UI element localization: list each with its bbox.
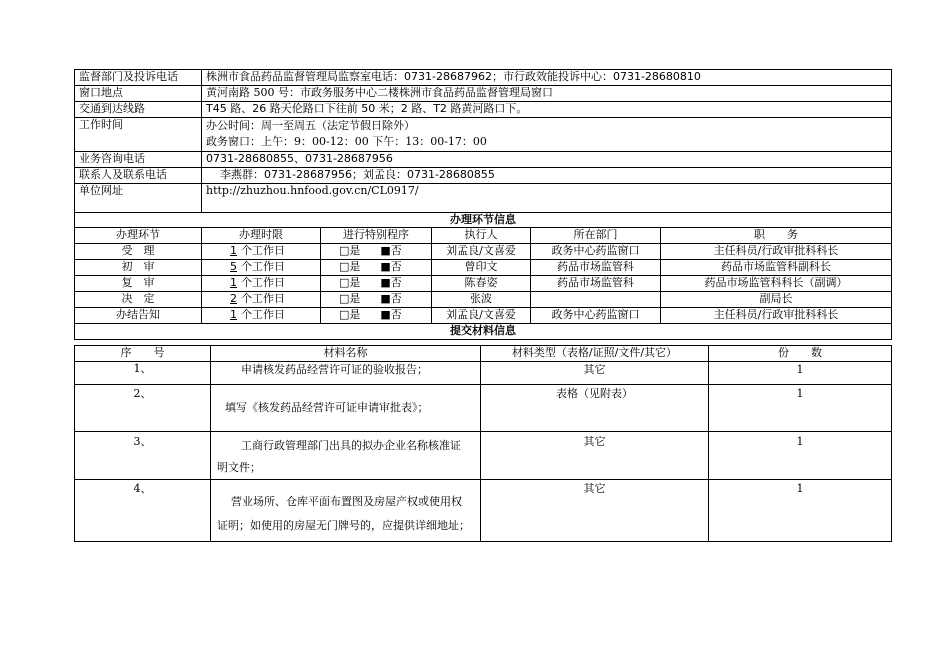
process-header: 进行特别程序 xyxy=(321,228,432,244)
special-procedure xyxy=(321,260,432,276)
process-days xyxy=(202,276,321,292)
process-step: 复 审 xyxy=(75,276,202,292)
process-row xyxy=(75,244,892,260)
info-label: 窗口地点 xyxy=(75,86,202,102)
service-info-table xyxy=(74,69,892,340)
info-row-window-location xyxy=(75,86,892,102)
material-no: 3、 xyxy=(75,432,211,480)
no-checkbox: ■否 xyxy=(380,308,402,321)
material-name xyxy=(211,432,481,480)
info-value xyxy=(202,118,892,152)
material-type: 表格（见附表） xyxy=(481,385,709,432)
material-count: 1 xyxy=(709,480,892,542)
process-role: 副局长 xyxy=(661,292,892,308)
process-dept: 政务中心药监窗口 xyxy=(531,244,661,260)
process-person: 陈春姿 xyxy=(432,276,531,292)
yes-checkbox: □是 xyxy=(339,260,361,273)
process-row xyxy=(75,308,892,324)
days-unit: 个工作日 xyxy=(241,292,285,305)
yes-checkbox: □是 xyxy=(339,244,361,257)
info-value: T45 路、26 路天伦路口下往前 50 米；2 路、T2 路黄河路口下。 xyxy=(202,102,892,118)
special-procedure xyxy=(321,308,432,324)
material-type: 其它 xyxy=(481,432,709,480)
process-header: 职 务 xyxy=(661,228,892,244)
days-value: 2 xyxy=(230,292,237,305)
info-value: 李燕群：0731-28687956；刘孟良：0731-28680855 xyxy=(202,168,892,184)
process-days xyxy=(202,308,321,324)
material-type: 其它 xyxy=(481,362,709,385)
material-count: 1 xyxy=(709,362,892,385)
info-value: 0731-28680855、0731-28687956 xyxy=(202,152,892,168)
info-label: 业务咨询电话 xyxy=(75,152,202,168)
window-hours: 政务窗口：上午：9：00-12：00 下午：13：00-17：00 xyxy=(206,135,487,148)
days-value: 1 xyxy=(230,276,237,289)
material-name: 填写《核发药品经营许可证申请审批表》； xyxy=(211,385,481,432)
yes-checkbox: □是 xyxy=(339,308,361,321)
info-row-supervision xyxy=(75,70,892,86)
material-type: 其它 xyxy=(481,480,709,542)
days-value: 1 xyxy=(230,308,237,321)
special-procedure xyxy=(321,276,432,292)
no-checkbox: ■否 xyxy=(380,260,402,273)
process-row xyxy=(75,292,892,308)
material-no: 4、 xyxy=(75,480,211,542)
info-value: 株洲市食品药品监督管理局监察室电话：0731-28687962；市行政效能投诉中心：0731-28680810 xyxy=(202,70,892,86)
process-header: 所在部门 xyxy=(531,228,661,244)
process-header: 办理时限 xyxy=(202,228,321,244)
process-person: 刘孟良/文喜爱 xyxy=(432,308,531,324)
days-unit: 个工作日 xyxy=(241,276,285,289)
website-link[interactable]: http://zhuzhou.hnfood.gov.cn/CL0917/ xyxy=(202,184,892,213)
info-label: 单位网址 xyxy=(75,184,202,213)
materials-header: 份 数 xyxy=(709,346,892,362)
info-label: 工作时间 xyxy=(75,118,202,152)
process-role: 药品市场监管科副科长 xyxy=(661,260,892,276)
materials-header: 材料名称 xyxy=(211,346,481,362)
info-row-transport xyxy=(75,102,892,118)
process-step: 受 理 xyxy=(75,244,202,260)
process-person: 张波 xyxy=(432,292,531,308)
days-unit: 个工作日 xyxy=(241,244,285,257)
process-role: 主任科员/行政审批科科长 xyxy=(661,308,892,324)
info-label: 监督部门及投诉电话 xyxy=(75,70,202,86)
process-dept xyxy=(531,292,661,308)
material-row xyxy=(75,385,892,432)
materials-header-row xyxy=(75,346,892,362)
no-checkbox: ■否 xyxy=(380,292,402,305)
process-step: 办结告知 xyxy=(75,308,202,324)
no-checkbox: ■否 xyxy=(380,276,402,289)
process-header-row xyxy=(75,228,892,244)
days-value: 5 xyxy=(230,260,237,273)
materials-header: 序 号 xyxy=(75,346,211,362)
material-name-line: 证明；如使用的房屋无门牌号的，应提供详细地址； xyxy=(217,519,470,532)
office-hours: 办公时间：周一至周五（法定节假日除外） xyxy=(206,119,415,132)
materials-table xyxy=(74,345,892,542)
process-person: 曾印文 xyxy=(432,260,531,276)
process-person: 刘孟良/文喜爱 xyxy=(432,244,531,260)
days-unit: 个工作日 xyxy=(241,260,285,273)
info-row-working-hours xyxy=(75,118,892,152)
days-unit: 个工作日 xyxy=(241,308,285,321)
info-label: 联系人及联系电话 xyxy=(75,168,202,184)
process-row xyxy=(75,276,892,292)
process-dept: 药品市场监管科 xyxy=(531,276,661,292)
material-name xyxy=(211,480,481,542)
yes-checkbox: □是 xyxy=(339,276,361,289)
process-role: 主任科员/行政审批科科长 xyxy=(661,244,892,260)
process-step: 决 定 xyxy=(75,292,202,308)
process-dept: 政务中心药监窗口 xyxy=(531,308,661,324)
materials-section-title: 提交材料信息 xyxy=(75,324,892,340)
material-name-line: 工商行政管理部门出具的拟办企业名称核准证 xyxy=(241,439,461,452)
material-row xyxy=(75,432,892,480)
process-dept: 药品市场监管科 xyxy=(531,260,661,276)
process-role: 药品市场监管科科长（副调） xyxy=(661,276,892,292)
special-procedure xyxy=(321,244,432,260)
info-label: 交通到达线路 xyxy=(75,102,202,118)
material-count: 1 xyxy=(709,385,892,432)
material-no: 1、 xyxy=(75,362,211,385)
process-days xyxy=(202,244,321,260)
process-days xyxy=(202,260,321,276)
material-name-line: 明文件； xyxy=(217,461,261,474)
info-row-website xyxy=(75,184,892,213)
special-procedure xyxy=(321,292,432,308)
material-no: 2、 xyxy=(75,385,211,432)
days-value: 1 xyxy=(230,244,237,257)
yes-checkbox: □是 xyxy=(339,292,361,305)
process-section-title-row xyxy=(75,213,892,228)
process-days xyxy=(202,292,321,308)
materials-header: 材料类型（表格/证照/文件/其它） xyxy=(481,346,709,362)
info-row-contacts xyxy=(75,168,892,184)
process-step: 初 审 xyxy=(75,260,202,276)
process-header: 执行人 xyxy=(432,228,531,244)
info-value: 黄河南路 500 号：市政务服务中心二楼株洲市食品药品监督管理局窗口 xyxy=(202,86,892,102)
process-row xyxy=(75,260,892,276)
material-row xyxy=(75,480,892,542)
info-row-hotline xyxy=(75,152,892,168)
process-header: 办理环节 xyxy=(75,228,202,244)
material-name: 申请核发药品经营许可证的验收报告； xyxy=(211,362,481,385)
process-section-title: 办理环节信息 xyxy=(75,213,892,228)
material-row xyxy=(75,362,892,385)
material-name-line: 营业场所、仓库平面布置图及房屋产权或使用权 xyxy=(231,495,462,508)
material-count: 1 xyxy=(709,432,892,480)
no-checkbox: ■否 xyxy=(380,244,402,257)
materials-section-title-row xyxy=(75,324,892,340)
